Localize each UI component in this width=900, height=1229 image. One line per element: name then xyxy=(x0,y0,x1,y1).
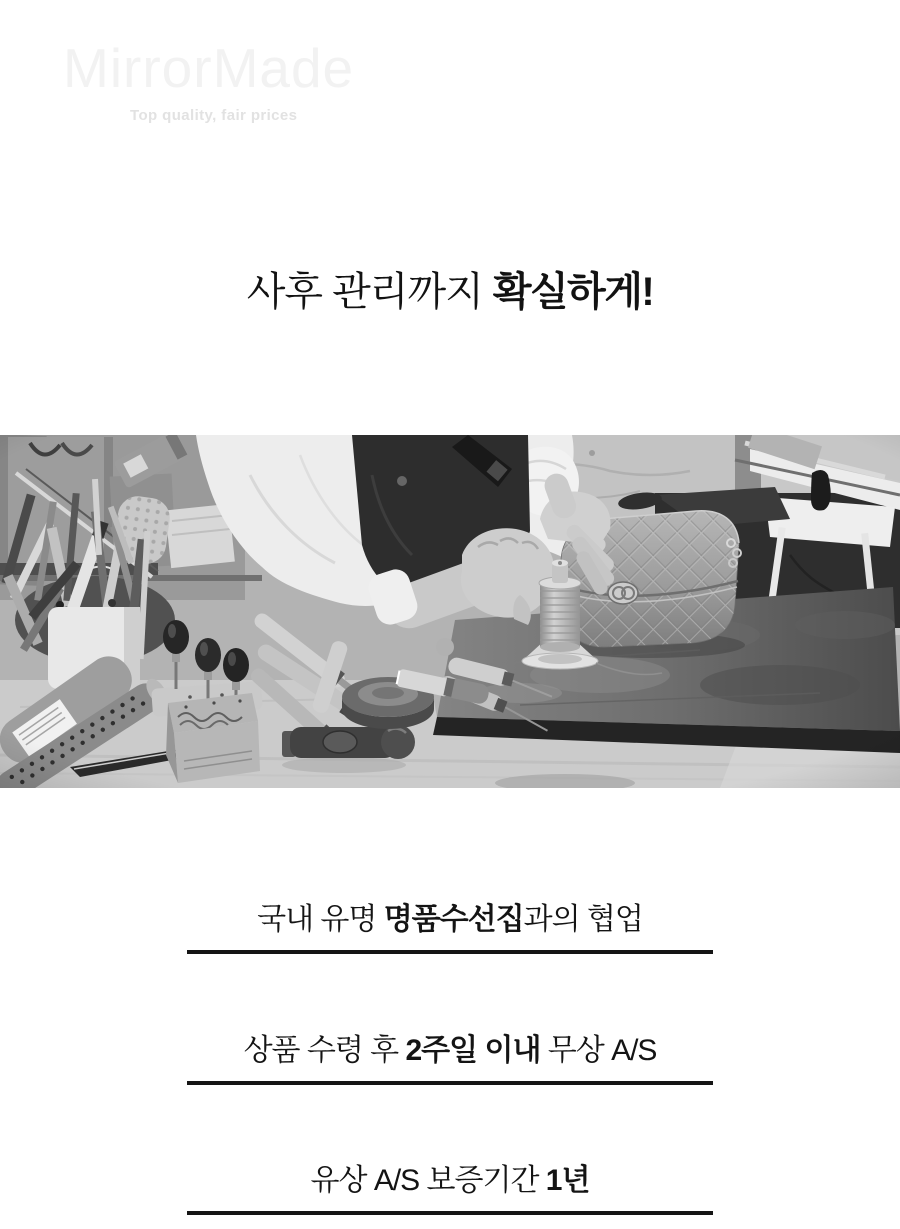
feature-collab-underline xyxy=(187,950,713,954)
feature-paid-as-underline xyxy=(187,1211,713,1215)
feature-free-as-pre: 상품 수령 후 xyxy=(243,1034,406,1067)
feature-free-as-text xyxy=(0,1032,900,1069)
feature-collab-post: 과의 협업 xyxy=(523,903,643,936)
brand-logo-text: MirrorMade xyxy=(63,37,355,99)
page-title xyxy=(0,268,900,316)
feature-collab xyxy=(0,901,900,954)
brand-watermark xyxy=(0,0,900,150)
feature-free-as-post: 무상 A/S xyxy=(540,1034,657,1067)
feature-paid-as-text xyxy=(0,1162,900,1199)
headline-regular: 사후 관리까지 xyxy=(246,270,493,314)
photo-vignette xyxy=(0,435,900,788)
feature-free-as-underline xyxy=(187,1081,713,1085)
feature-collab-pre: 국내 유명 xyxy=(257,903,384,936)
feature-free-as xyxy=(0,1032,900,1085)
feature-free-as-bold: 2주일 이내 xyxy=(405,1034,541,1067)
feature-paid-as xyxy=(0,1162,900,1215)
feature-collab-text xyxy=(0,901,900,938)
feature-paid-as-pre: 유상 A/S 보증기간 xyxy=(310,1164,546,1197)
workshop-photo-illustration xyxy=(0,435,900,788)
headline-bold: 확실하게! xyxy=(492,270,654,314)
workshop-photo xyxy=(0,435,900,788)
feature-collab-bold: 명품수선집 xyxy=(383,903,524,936)
brand-tagline-text: Top quality, fair prices xyxy=(130,107,298,124)
feature-paid-as-bold: 1년 xyxy=(545,1164,590,1197)
